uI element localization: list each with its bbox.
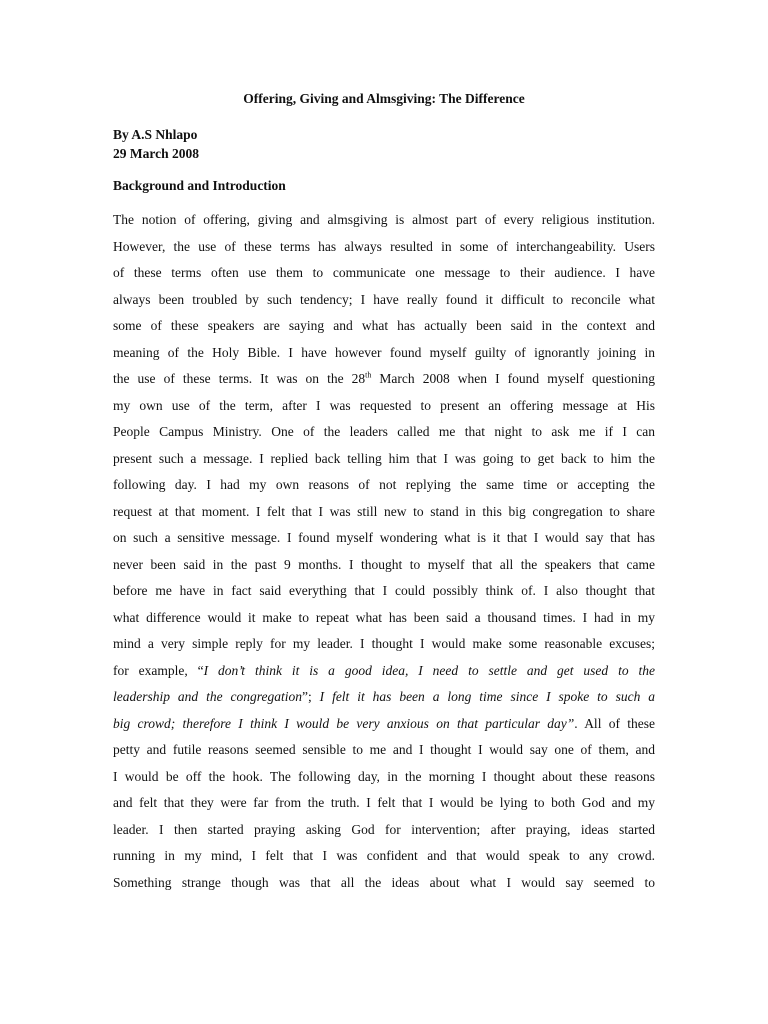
line-text: March 2008 when I found myself questioning [371,371,655,386]
paragraph-line: People Campus Ministry. One of the leaders called me that night to ask me if I can [113,424,655,439]
line-text: ”; [301,689,320,704]
paragraph-line: my own use of the term, after I was requested to present an offering message at His [113,397,655,413]
author-line: By A.S Nhlapo [113,127,198,142]
quoted-excuse: I felt it has been a long time since I spoke to such a [319,689,655,704]
paragraph-line: of these terms often use them to communicate one message to their audience. I have [113,265,655,280]
paragraph-line: always been troubled by such tendency; I have really found it difficult to reconcile what [113,291,655,307]
paragraph-line: petty and futile reasons seemed sensible to me and I thought I would say one of them, and [113,742,655,757]
paragraph-line [113,711,655,738]
paragraph-line: leader. I then started praying asking God for intervention; after praying, ideas started [113,821,655,837]
quoted-excuse: big crowd; therefore I think I would be very anxious on that particular day” [113,715,575,731]
paragraph-line: what difference would it make to repeat what has been said a thousand times. I had in my [113,609,655,625]
paragraph-line [113,684,655,711]
paragraph-line: following day. I had my own reasons of not replying the same time or accepting the [113,477,655,492]
paragraph-line: request at that moment. I felt that I was still new to stand in this big congregation to share [113,503,655,519]
ordinal-suffix: th [365,370,372,380]
paragraph-line: mind a very simple reply for my leader. I thought I would make some reasonable excuses; [113,636,655,651]
paragraph-line: and felt that they were far from the truth. I felt that I would be lying to both God and my [113,795,655,810]
paragraph-line: never been said in the past 9 months. I thought to myself that all the speakers that came [113,556,655,572]
quoted-excuse: I don’t think it is a good idea, I need to settle and get used to the [203,662,655,678]
paragraph-line: The notion of offering, giving and almsgiving is almost part of every religious institution. [113,212,655,227]
paragraph-line: before me have in fact said everything that I could possibly think of. I also thought that [113,583,655,598]
paragraph-line: meaning of the Holy Bible. I have however found myself guilty of ignorantly joining in [113,344,655,360]
line-text: the use of these terms. It was on the 28 [113,371,366,386]
body-paragraph [113,207,655,896]
paragraph-line: I would be off the hook. The following day, in the morning I thought about these reasons [113,768,655,784]
paragraph-line: on such a sensitive message. I found myself wondering what is it that I would say that has [113,530,655,545]
quoted-excuse: leadership and the congregation [113,689,302,704]
date-line: 29 March 2008 [113,146,199,161]
line-text: for example, “ [113,662,204,678]
paragraph-line: running in my mind, I felt that I was confident and that would speak to any crowd. [113,848,655,863]
document-title: Offering, Giving and Almsgiving: The Difference [243,91,525,106]
paragraph-line: some of these speakers are saying and what has actually been said in the context and [113,318,655,333]
paragraph-line: However, the use of these terms has always resulted in some of interchangeability. Users [113,238,655,254]
paragraph-line [113,366,655,393]
section-heading: Background and Introduction [113,178,286,193]
paragraph-line: present such a message. I replied back telling him that I was going to get back to him the [113,450,655,466]
paragraph-line: Something strange though was that all the ideas about what I would say seemed to [113,874,655,890]
byline [113,125,199,163]
line-text: . All of these [574,715,655,731]
paragraph-line [113,658,655,685]
